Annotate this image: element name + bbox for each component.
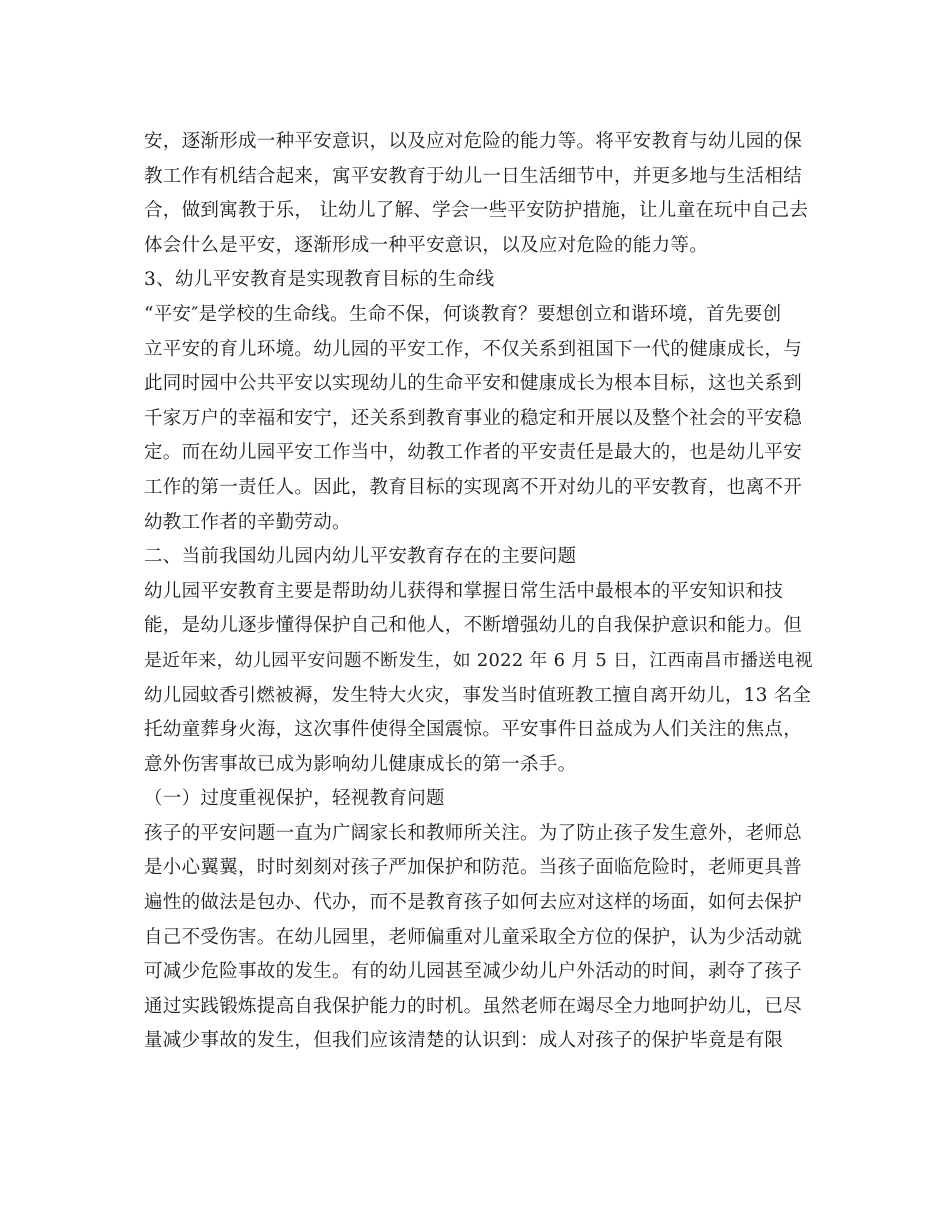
text-line: 工作的第一责任人。因此，教育目标的实现离不开对幼儿的平安教育，也离不开 [144,476,803,498]
section-heading: （一）过度重视保护，轻视教育问题 [144,788,445,810]
text-line: 幼教工作者的辛勤劳动。 [144,511,351,533]
text-line: 量减少事故的发生，但我们应该清楚的认识到：成人对孩子的保护毕竟是有限 [144,1030,784,1052]
text-line: “平安″是学校的生命线。生命不保，何谈教育？要想创立和谐环境，首先要创 [144,303,782,325]
text-line: 可减少危险事故的发生。有的幼儿园甚至减少幼儿户外活动的时间，剥夺了孩子 [144,961,803,983]
text-line: 定。而在幼儿园平安工作当中，幼教工作者的平安责任是最大的，也是幼儿平安 [144,442,803,464]
text-line: 通过实践锻炼提高自我保护能力的时机。虽然老师在竭尽全力地呵护幼儿，已尽 [144,995,803,1017]
section-heading: 二、当前我国幼儿园内幼儿平安教育存在的主要问题 [144,546,577,568]
text-line: 合，做到寓教于乐， 让幼儿了解、学会一些平安防护措施，让儿童在玩中自己去 [144,200,809,222]
text-line: 立平安的育儿环境。幼儿园的平安工作，不仅关系到祖国下一代的健康成长，与 [144,338,803,360]
text-line: 是小心翼翼，时时刻刻对孩子严加保护和防范。当孩子面临危险时，老师更具普 [144,857,803,879]
text-line: 幼儿园平安教育主要是帮助幼儿获得和掌握日常生活中最根本的平安知识和技 [144,580,784,602]
text-line: 此同时园中公共平安以实现幼儿的生命平安和健康成长为根本目标，这也关系到 [144,373,803,395]
text-line: 能，是幼儿逐步懂得保护自己和他人，不断增强幼儿的自我保护意识和能力。但 [144,615,803,637]
text-line: 千家万户的幸福和安宁，还关系到教育事业的稳定和开展以及整个社会的平安稳 [144,407,803,429]
text-line: 遍性的做法是包办、代办，而不是教育孩子如何去应对这样的场面，如何去保护 [144,892,803,914]
document-body [144,125,812,1059]
text-line: 安，逐渐形成一种平安意识，以及应对危险的能力等。将平安教育与幼儿园的保 [144,131,803,152]
text-line: 孩子的平安问题一直为广阔家长和教师所关注。为了防止孩子发生意外，老师总 [144,822,803,844]
text-line: 体会什么是平安，逐渐形成一种平安意识，以及应对危险的能力等。 [144,234,709,256]
text-line: 教工作有机结合起来，寓平安教育于幼儿一日生活细节中，并更多地与生活相结 [144,165,803,187]
text-line: 托幼童葬身火海，这次事件使得全国震惊。平安事件日益成为人们关注的焦点， [144,719,803,741]
text-line: 自己不受伤害。在幼儿园里，老师偏重对儿童采取全方位的保护，认为少活动就 [144,926,803,948]
text-line: 幼儿园蚊香引燃被褥，发生特大火灾，事发当时值班教工擅自离开幼儿，13 名全 [144,684,812,706]
text-line: 意外伤害事故已成为影响幼儿健康成长的第一杀手。 [144,753,577,775]
text-line: 是近年来，幼儿园平安问题不断发生，如 2022 年 6 月 5 日，江西南昌市播送电视 [144,649,813,671]
section-heading: 3、幼儿平安教育是实现教育目标的生命线 [144,269,495,291]
